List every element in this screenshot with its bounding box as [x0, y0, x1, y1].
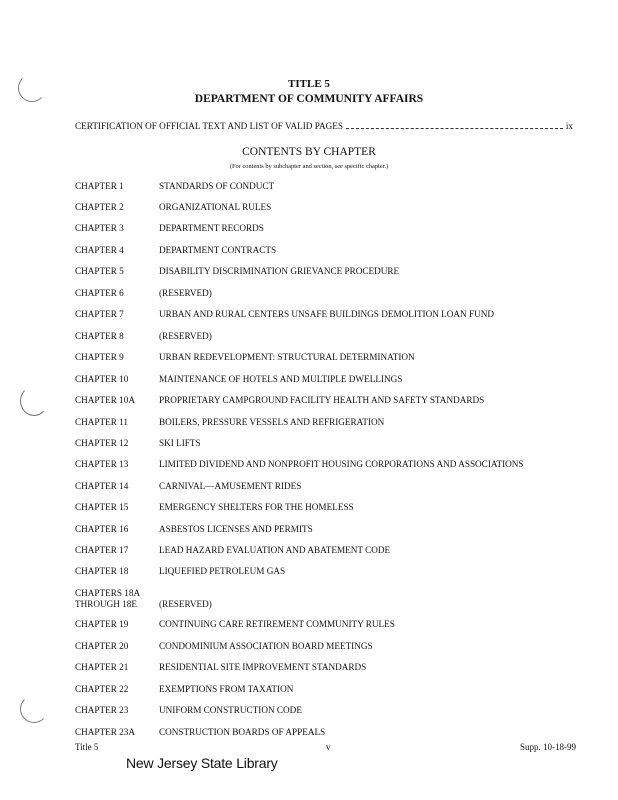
punch-hole-mark	[20, 695, 48, 723]
chapter-number: CHAPTER 22	[75, 684, 129, 694]
library-stamp: New Jersey State Library	[126, 755, 278, 771]
chapter-number: CHAPTER 1	[75, 181, 124, 191]
chapter-title: ORGANIZATIONAL RULES	[159, 202, 272, 212]
chapter-number: CHAPTER 10	[75, 374, 129, 384]
footer-page-number: v	[326, 742, 331, 752]
chapter-title: (RESERVED)	[159, 288, 212, 298]
chapter-title: DEPARTMENT CONTRACTS	[159, 245, 277, 255]
chapter-number: CHAPTER 17	[75, 545, 129, 555]
chapter-number: CHAPTER 9	[75, 352, 124, 362]
chapter-number: CHAPTER 16	[75, 524, 129, 534]
chapter-number: CHAPTER 15	[75, 502, 129, 512]
chapter-title: DEPARTMENT RECORDS	[159, 223, 264, 233]
chapter-title: RESIDENTIAL SITE IMPROVEMENT STANDARDS	[159, 662, 367, 672]
chapter-number: CHAPTER 3	[75, 223, 124, 233]
contents-note: (For contents by subchapter and section, see specific chapter.)	[229, 163, 389, 170]
dot-leader	[346, 127, 563, 129]
punch-hole-mark	[20, 386, 48, 416]
chapter-title: LEAD HAZARD EVALUATION AND ABATEMENT CODE	[159, 545, 391, 555]
chapter-number: CHAPTER 12	[75, 438, 129, 448]
chapter-title: PROPRIETARY CAMPGROUND FACILITY HEALTH AND SAFETY STANDARDS	[159, 395, 485, 405]
chapter-title: DISABILITY DISCRIMINATION GRIEVANCE PROCEDURE	[159, 266, 400, 276]
page-title: TITLE 5	[288, 78, 330, 90]
chapter-number: CHAPTER 6	[75, 288, 124, 298]
chapter-number: CHAPTER 13	[75, 459, 129, 469]
certification-text: CERTIFICATION OF OFFICIAL TEXT AND LIST OF VALID PAGES	[75, 121, 343, 131]
chapter-number: CHAPTER 5	[75, 266, 124, 276]
chapter-number: CHAPTER 11	[75, 417, 129, 427]
chapter-number: CHAPTER 23	[75, 705, 129, 715]
chapter-number: CHAPTER 7	[75, 309, 124, 319]
chapter-title: ASBESTOS LICENSES AND PERMITS	[159, 524, 313, 534]
chapter-title: URBAN AND RURAL CENTERS UNSAFE BUILDINGS DEMOLITION LOAN FUND	[159, 309, 495, 319]
certification-page: ix	[565, 121, 573, 131]
punch-hole-mark	[18, 74, 46, 102]
chapter-title: LIQUEFIED PETROLEUM GAS	[159, 566, 286, 576]
chapter-title: LIMITED DIVIDEND AND NONPROFIT HOUSING CORPORATIONS AND ASSOCIATIONS	[159, 459, 524, 469]
chapter-number: CHAPTER 14	[75, 481, 129, 491]
chapter-number: CHAPTER 8	[75, 331, 124, 341]
chapter-number: CHAPTER 23A	[75, 727, 135, 737]
contents-heading: CONTENTS BY CHAPTER	[242, 146, 376, 158]
chapter-title: BOILERS, PRESSURE VESSELS AND REFRIGERATION	[159, 417, 385, 427]
footer-supplement: Supp. 10-18-99	[520, 742, 576, 752]
chapter-title: MAINTENANCE OF HOTELS AND MULTIPLE DWELLINGS	[159, 374, 403, 384]
chapter-title: EMERGENCY SHELTERS FOR THE HOMELESS	[159, 502, 354, 512]
chapter-title: URBAN REDEVELOPMENT: STRUCTURAL DETERMINATION	[159, 352, 415, 362]
chapter-title: (RESERVED)	[159, 331, 212, 341]
footer-title: Title 5	[75, 742, 99, 752]
chapter-title: EXEMPTIONS FROM TAXATION	[159, 684, 294, 694]
chapter-number: CHAPTER 18	[75, 566, 129, 576]
chapter-number: CHAPTER 19	[75, 619, 129, 629]
chapter-number: CHAPTERS 18A THROUGH 18E	[75, 588, 141, 609]
chapter-number: CHAPTER 4	[75, 245, 124, 255]
department-heading: DEPARTMENT OF COMMUNITY AFFAIRS	[194, 93, 424, 105]
chapter-number: CHAPTER 10A	[75, 395, 135, 405]
chapter-title: CONDOMINIUM ASSOCIATION BOARD MEETINGS	[159, 641, 373, 651]
chapter-number: CHAPTER 21	[75, 662, 129, 672]
chapter-title: CONSTRUCTION BOARDS OF APPEALS	[159, 727, 326, 737]
chapter-title: SKI LIFTS	[159, 438, 201, 448]
chapter-title: CONTINUING CARE RETIREMENT COMMUNITY RULES	[159, 619, 395, 629]
chapter-title: (RESERVED)	[159, 599, 212, 609]
chapter-title: STANDARDS OF CONDUCT	[159, 181, 275, 191]
chapter-title: CARNIVAL—AMUSEMENT RIDES	[159, 481, 302, 491]
chapter-number: CHAPTER 2	[75, 202, 124, 212]
chapter-title: UNIFORM CONSTRUCTION CODE	[159, 705, 302, 715]
certification-line	[75, 121, 573, 131]
chapter-number: CHAPTER 20	[75, 641, 129, 651]
